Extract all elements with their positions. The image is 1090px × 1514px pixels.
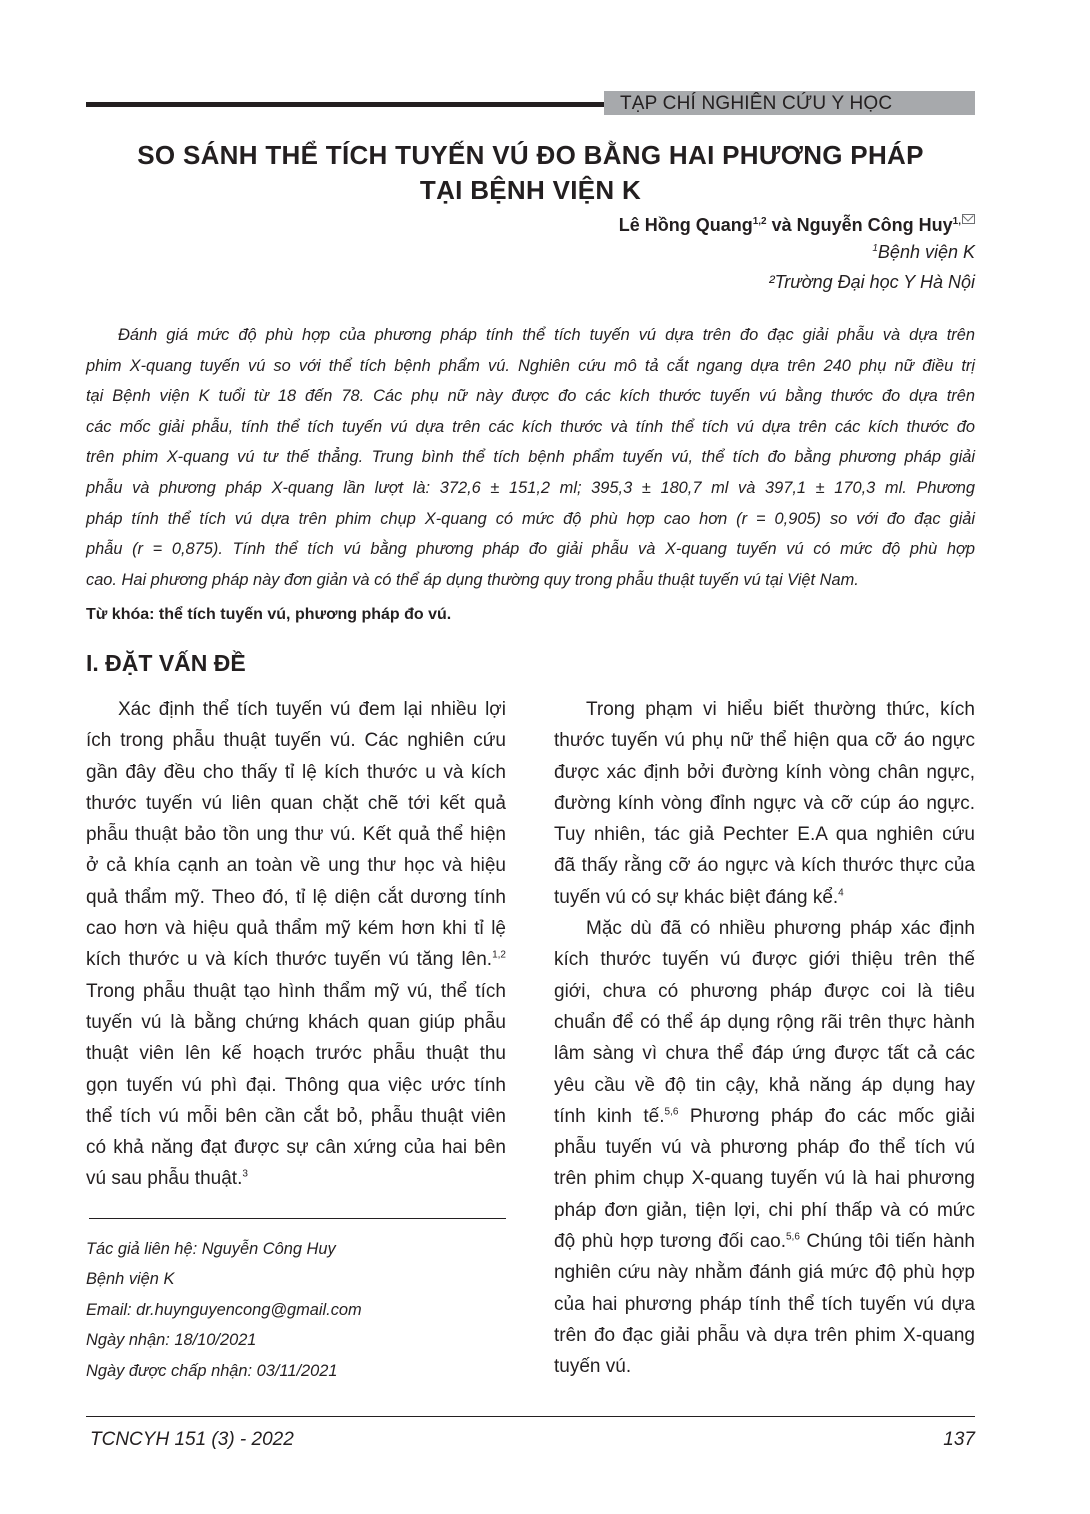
citation-ref: 3	[242, 1169, 248, 1181]
body-line	[554, 1101, 975, 1132]
body-line	[554, 1226, 975, 1257]
body-line: trên đo đạc giải phẫu và dựa trên phim X-quang	[554, 1324, 975, 1346]
body-line-text: độ phù hợp tương đối cao.	[554, 1231, 786, 1253]
paragraph	[554, 913, 975, 1382]
body-line	[86, 944, 506, 975]
correspondence-footnote	[86, 1234, 362, 1386]
abstract-line: tại Bệnh viện K tuổi từ 18 đến 78. Các phụ nữ này được đo các kích thước tuyến vú bằng thước đo dựa trên	[86, 387, 975, 406]
footnote-email: Email: dr.huynguyencong@gmail.com	[86, 1300, 362, 1319]
body-line	[554, 882, 975, 913]
body-line-text: kích thước u và kích thước tuyến vú tăng lên.	[86, 949, 493, 971]
paragraph	[554, 694, 975, 913]
body-line: giới, chưa có phương pháp được coi là tiêu	[554, 980, 975, 1002]
body-line: của hai phương pháp tính thể tích tuyến vú dựa	[554, 1293, 975, 1315]
author-name: Nguyễn Công Huy	[796, 215, 953, 235]
body-column-right	[554, 694, 975, 1383]
body-line-text: tính kinh tế.	[554, 1105, 665, 1127]
citation-ref: 1,2	[492, 950, 506, 962]
body-line: thước tuyến vú liên quan chặt chẽ tới kết quả	[86, 792, 506, 814]
abstract-line: trên phim X-quang vú tư thế thẳng. Trung bình thể tích bệnh phẩm tuyến vú, thể tích đo bằng phương pháp giải	[86, 448, 975, 467]
body-line: kích thước tuyến vú được giới thiệu trên thế	[554, 949, 975, 971]
author-name: Lê Hồng Quang	[618, 215, 753, 235]
abstract-line: phẫu (r = 0,875). Tính thể tích vú bằng phương pháp đo giải phẫu và X-quang tuyến vú có mức độ phù hợp	[86, 540, 975, 559]
body-line: tuyến vú là bằng chứng khách quan giúp phẫu	[86, 1011, 506, 1033]
body-line-text: Chúng tôi tiến hành	[799, 1231, 975, 1253]
body-line: yêu cầu về độ tin cậy, khả năng áp dụng hay	[554, 1074, 975, 1096]
body-line-text: Phương pháp đo các mốc giải	[678, 1105, 975, 1127]
envelope-icon	[962, 214, 975, 224]
body-line: Xác định thể tích tuyến vú đem lại nhiều lợi	[118, 699, 506, 720]
body-line: tuyến vú.	[554, 1356, 632, 1378]
body-line: chuẩn để có thể áp dụng rộng rãi trên thực hành	[554, 1011, 975, 1033]
body-line: pháp đơn giản, tiện lợi, chi phí thấp và có mức	[554, 1199, 975, 1221]
footnote-rule	[89, 1218, 506, 1219]
body-line: lâm sàng vì chưa thể đáp ứng được tất cả các	[554, 1043, 975, 1065]
affiliation-name: Trường Đại học Y Hà Nội	[774, 272, 975, 292]
body-line: quả thẩm mỹ. Theo đó, tỉ lệ diện cắt dương tính	[86, 886, 506, 908]
footnote-contact: Tác giả liên hệ: Nguyễn Công Huy	[86, 1240, 336, 1258]
body-line: đã thấy rằng cỡ áo ngực và kích thước thực của	[554, 855, 975, 877]
article-title-line-2: TẠI BỆNH VIỆN K	[419, 175, 642, 205]
author-affiliation-sup: 1,	[952, 216, 961, 227]
body-line: ích trong phẫu thuật tuyến vú. Các nghiên cứu	[86, 730, 506, 752]
body-line: phẫu tuyến vú và phương pháp đo thể tích vú	[554, 1137, 975, 1159]
body-line: Tuy nhiên, tác giả Pechter E.A qua nghiên cứu	[554, 824, 975, 846]
body-line: nghiên cứu này nhằm đánh giá mức độ phù hợp	[554, 1262, 975, 1284]
author-affiliation-sup: 1,2	[752, 216, 767, 227]
citation-ref: 5,6	[785, 1231, 800, 1243]
body-line: Trong phạm vi hiểu biết thường thức, kích	[586, 699, 975, 720]
footer-rule	[86, 1416, 975, 1417]
author-list	[619, 214, 975, 236]
body-line: thuật viên lên kế hoạch trước phẫu thuật thu	[86, 1043, 506, 1065]
body-line	[86, 1163, 506, 1194]
page-number: 137	[943, 1429, 975, 1450]
header-rule	[86, 102, 606, 107]
body-line: phẫu thuật bảo tồn ung thư vú. Kết quả thể hiện	[86, 824, 506, 846]
abstract-line: các mốc giải phẫu, tính thể tích tuyến vú dựa trên các kích thước và tính thể tích vú dựa trên các kích thước đo	[86, 417, 975, 436]
footnote-accepted-date: Ngày được chấp nhận: 03/11/2021	[86, 1361, 338, 1380]
body-line: được xác định bởi đường kính vòng chân ngực,	[554, 761, 975, 783]
footnote-institution: Bệnh viện K	[86, 1270, 175, 1289]
footer-citation: TCNCYH 151 (3) - 2022	[90, 1429, 294, 1450]
citation-ref: 4	[838, 887, 844, 899]
journal-name: TẠP CHÍ NGHIÊN CỨU Y HỌC	[620, 93, 893, 114]
body-line: gần đây đều cho thấy tỉ lệ kích thước u và kích	[86, 761, 506, 783]
paragraph	[86, 694, 506, 1195]
abstract-line: cao. Hai phương pháp này đơn giản và có thể áp dụng thường quy trong phẫu thuật tuyến vú tại Việt Nam.	[86, 570, 859, 589]
citation-ref: 5,6	[664, 1106, 679, 1118]
abstract-line: pháp tính thể tích vú dựa trên phim chụp X-quang có mức độ phù hợp cao hơn (r = 0,905) so với đo đạc giải	[86, 509, 975, 528]
body-column-left	[86, 694, 506, 1195]
body-line: thể tích vú mỗi bên cần cắt bỏ, phẫu thuật viên	[86, 1105, 506, 1127]
affiliation	[872, 242, 975, 263]
affiliation-sup: 1	[872, 243, 878, 254]
section-heading: I. ĐẶT VẤN ĐỀ	[86, 650, 246, 676]
affiliation-sup: ²	[768, 272, 775, 292]
keywords: Từ khóa: thể tích tuyến vú, phương pháp đo vú.	[86, 606, 452, 623]
article-title-line-1: SO SÁNH THỂ TÍCH TUYẾN VÚ ĐO BẰNG HAI PHƯƠNG PHÁP	[137, 140, 924, 170]
abstract-line: phim X-quang tuyến vú so với thể tích bệnh phẩm vú. Nghiên cứu mô tả cắt ngang dựa trên 240 phụ nữ điều trị	[86, 356, 975, 375]
affiliation-name: Bệnh viện K	[877, 242, 975, 262]
affiliation	[769, 272, 975, 293]
author-conjunction: và	[766, 215, 797, 235]
body-line: thước tuyến vú phụ nữ thể hiện qua cỡ áo ngực	[554, 730, 975, 752]
body-line: gọn tuyến vú phì đại. Thông qua việc ước tính	[86, 1074, 506, 1096]
footnote-received-date: Ngày nhận: 18/10/2021	[86, 1331, 257, 1350]
body-line: đường kính vòng đỉnh ngực và cỡ cúp áo ngực.	[554, 792, 975, 814]
body-line: Trong phẫu thuật tạo hình thẩm mỹ vú, thể tích	[86, 980, 506, 1002]
abstract-line: phẫu và phương pháp X-quang lần lượt là: 372,6 ± 151,2 ml; 395,3 ± 180,7 ml và 397,1 ± 170,3 ml. Phương	[86, 478, 975, 497]
body-line: Mặc dù đã có nhiều phương pháp xác định	[586, 918, 975, 940]
body-line: có khả năng đạt được sự cân xứng của hai bên	[86, 1137, 506, 1159]
body-line-text: vú sau phẫu thuật.	[86, 1168, 243, 1190]
abstract-line: Đánh giá mức độ phù hợp của phương pháp tính thể tích tuyến vú dựa trên đo đạc giải phẫu và dựa trên	[118, 326, 975, 344]
body-line: cao hơn và hiệu quả thẩm mỹ kém hơn khi tỉ lệ	[86, 918, 506, 940]
abstract	[86, 320, 975, 595]
body-line: trên phim chụp X-quang tuyến vú là hai phương	[554, 1168, 975, 1190]
body-line-text: tuyến vú có sự khác biệt đáng kể.	[554, 886, 839, 908]
body-line: ở cả khía cạnh an toàn về ung thư học và hiệu	[86, 855, 506, 877]
